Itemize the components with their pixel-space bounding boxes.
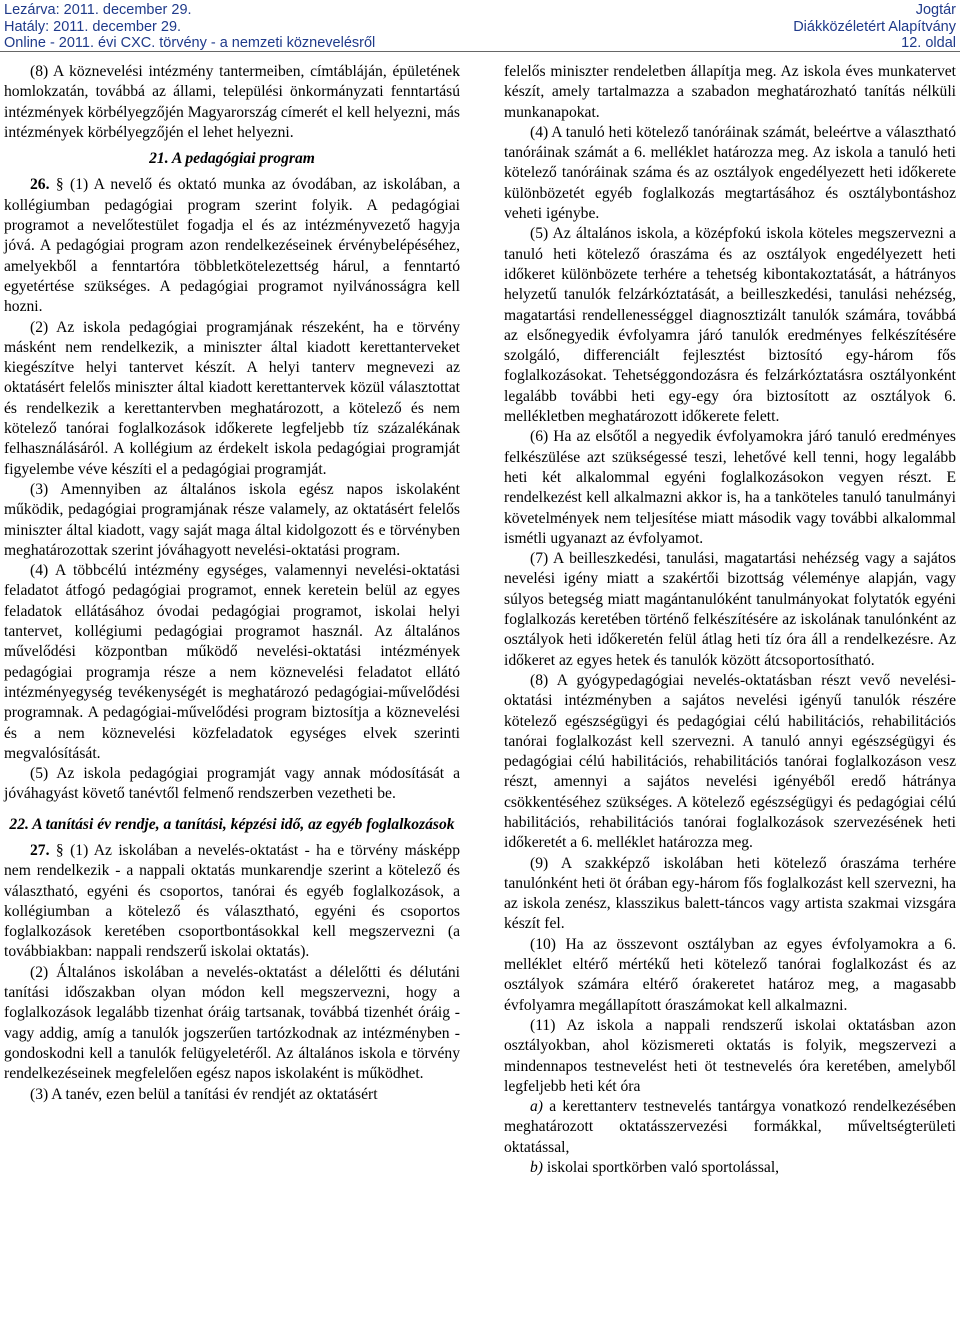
header-right xyxy=(793,2,956,52)
left-column xyxy=(4,62,460,1105)
section-27-p7: (7) A beilleszkedési, tanulási, magatartási nehézség vagy a sajátos nevelési igény miatt a szakértői bizottság véleménye alapján, vagy súlyos betegség miatt magántanulóként tanulmányokat folytatók egyéni foglalkozás keretében történő felkészítésére az iskolának tanulónként az osztályok heti időkeretén felül átlag heti tíz óra áll a rendelkezésre. Az időkeret az egyes hetek és tanulók között átcsoportosítható. xyxy=(504,550,956,669)
list-text-a: a kerettanterv testnevelés tantárgya vonatkozó rendelkezésében meghatározott oktatásszervezési formákkal, műveltségterületi oktatással, xyxy=(504,1098,956,1156)
header-divider xyxy=(0,51,960,52)
section-27-p9: (9) A szakképző iskolában heti kötelező óraszáma terhére tanulónként heti öt órában egy-három fős foglalkozást kell szervezni, ha az iskola zenész, klasszikus balett-táncos vagy artista szakmai vizsgára készít fel. xyxy=(504,854,956,933)
section-27-p3-continued: felelős miniszter rendeletben állapítja meg. Az iskola éves munkatervet készít, amely tartalmazza a szabadon meghatározható tanítás nélküli munkanapokat. xyxy=(504,63,956,121)
header-effective-date: Hatály: 2011. december 29. xyxy=(4,18,182,35)
section-27-p4: (4) A tanuló heti kötelező tanóráinak számát, beleértve a választható tanóráinak számát a 6. melléklet határozza meg. Az iskola a tanuló heti kötelező tanóráinak száma és az osztályok engedélyezett heti időkerete különbözetét egyéb foglalkozás megtartásához és osztálybontáshoz veheti igénybe. xyxy=(504,123,956,223)
section-sign: § xyxy=(55,841,64,859)
section-26-number: 26. xyxy=(30,176,50,194)
section-27-p3: (3) A tanév, ezen belül a tanítási év rendjét az oktatásért xyxy=(30,1085,378,1103)
section-27-p6: (6) Ha az elsőtől a negyedik évfolyamokra járó tanuló eredményes felkészülése azt szükségessé teszi, lehetővé kell tenni, hogy legalább heti két alkalommal egyéni foglalkozásokon vegyen részt. E rendelkezést kell alkalmazni akkor is, ha a tanköteles tanuló tanulmányi követelmények nem teljesítése miatt második vagy további alkalommal ismétli ugyanazt az évfolyamot. xyxy=(504,428,956,547)
section-27-p1 xyxy=(4,841,460,963)
section-sign: § xyxy=(55,176,64,194)
section-26-p4: (4) A többcélú intézmény egységes, valamennyi nevelési-oktatási feladatot átfogó pedagógiai programot, ennek keretein belül az egyes feladatok ellátásához óvodai pedagógiai programot, iskolai helyi tantervet, kollégiumi pedagógiai programot használ. Az általános művelődési központban működő nevelési-oktatási intézmények pedagógiai programja része a nem köznevelési feladatot ellátó intézményegység tevékenységét is meghatározó pedagógiai-művelődési programnak. A pedagógiai-művelődési program biztosítja a köznevelési és a nem köznevelési közfeladatok egységes elvek szerinti megvalósítását. xyxy=(4,562,460,762)
header-closed-date: Lezárva: 2011. december 29. xyxy=(4,2,192,18)
heading-21: 21. A pedagógiai program xyxy=(149,150,315,168)
section-27-number: 27. xyxy=(30,841,50,859)
header-organization: Diákközéletért Alapítvány xyxy=(793,18,956,35)
section-27-p1-text: (1) Az iskolában a nevelés-oktatást - ha e törvény másképp nem rendelkezik - a nappali oktatás munkarendje szerint a kötelező és választható, egyéni és csoportos, tanórai és egyéb foglalkozások, a kollégiumban a kötelező és választható, egyéni és csoportos foglalkozások keretében csoportbontásokkal kell megszervezni (a továbbiakban: nappali rendszerű iskolai oktatás). xyxy=(4,841,460,961)
section-27-p5: (5) Az általános iskola, a középfokú iskola köteles megszervezni a tanuló heti kötelező óraszáma és az osztályok engedélyezett heti időkeret különbözete terhére a tehetség kibontakoztatását, a hátrányos helyzetű tanulók felzárkóztatását, a beilleszkedési, tanulási nehézség, magatartási rendellenességgel diagnosztizált tanulók számára, továbbá az elsőnegyedik évfolyamra járó tanulók eredményes felkészítésére szolgáló, differenciált fejlesztést biztosító egy-három fős foglalkozásokat. Tehetséggondozásra és felzárkóztatásra osztályonként legalább további heti egy-egy óra biztosított az osztályok 6. mellékletben meghatározott időkerete felett. xyxy=(504,225,956,426)
section-27-p11: (11) Az iskola a nappali rendszerű iskolai oktatásban azon osztályokban, ahol közismereti oktatás is folyik, megszervezi a mindennapos testnevelést heti öt testnevelés óra keretében, amelyből legfeljebb heti két óra xyxy=(504,1016,956,1095)
list-item-b xyxy=(504,1158,956,1178)
list-label-a: a) xyxy=(530,1098,543,1116)
list-label-b: b) xyxy=(530,1159,543,1177)
section-26-p3: (3) Amennyiben az általános iskola egész napos iskolaként működik, pedagógiai programjának része valamely, az oktatásért felelős miniszter által kiadott, vagy saját maga által kidolgozott és e törvényben meghatározottak szerint jóváhagyott nevelési-oktatási program. xyxy=(4,480,460,559)
list-item-a xyxy=(504,1097,956,1158)
section-26-p2: (2) Az iskola pedagógiai programjának részeként, ha e törvény másként nem rendelkezik, a miniszter által kiadott kerettanterveket kiegészítve helyi tantervet készít. A helyi tanterv megnevezi az oktatásért felelős miniszter által kiadott kerettantervek közül választottat és rendelkezik a kerettantervben meghatározott, a kötelező és nem kötelező tanórai foglalkozások időkerete legfeljebb tíz százalékának felhasználásáról. A kollégium az érdekelt iskola pedagógiai programját figyelembe véve készíti el a pedagógiai programját. xyxy=(4,318,460,478)
section-26-p1 xyxy=(4,175,460,317)
header-document-title: Online - 2011. évi CXC. törvény - a nemzeti köznevelésről xyxy=(4,35,376,51)
header-page-number: 12. oldal xyxy=(901,35,956,51)
section-27-p8: (8) A gyógypedagógiai nevelés-oktatásban részt vevő nevelési-oktatási intézményben a sajátos nevelési igényű tanulók részére kötelező egészségügyi és pedagógiai célú habilitációs, rehabilitációs tanórai foglalkozást kell szervezni. A tanuló annyi egészségügyi és pedagógiai célú habilitációs, rehabilitációs tanórai foglalkozáson vesz részt, amennyi a sajátos nevelési igényéből eredő hátránya csökkentéséhez szükséges. A kötelező egészségügyi és pedagógiai célú habilitációs, rehabilitációs tanórai foglalkozások szervezésének heti időkeretét a 6. melléklet határozza meg. xyxy=(504,671,956,852)
header-publisher: Jogtár xyxy=(915,2,956,18)
section-27-p2: (2) Általános iskolában a nevelés-oktatást a délelőtti és délutáni tanítási időszakban olyan módon kell megszervezni, hogy a foglalkozások legalább tizenhat óráig tartsanak, továbbá tizenhét óráig - vagy addig, amíg a tanulók jogszerűen tartózkodnak az intézményben - gondoskodni kell a tanulók felügyeletéről. Az általános iskola e törvény rendelkezéseinek megfelelően egész napos iskolaként is működhet. xyxy=(4,963,460,1083)
page-header xyxy=(0,0,960,52)
section-26-p1-text: (1) A nevelő és oktató munka az óvodában, az iskolában, a kollégiumban pedagógiai program szerint folyik. A pedagógiai programot a nevelőtestület fogadja el és az intézményvezető hagyja jóvá. A pedagógiai program azon rendelkezéseinek érvénybelépéséhez, amelyekből a fenntartóra többletkötelezettség hárul, a fenntartó egyetértése szükséges. A pedagógiai programot nyilvánosságra kell hozni. xyxy=(4,176,460,316)
header-left xyxy=(4,2,375,52)
list-text-b: iskolai sportkörben való sportolással, xyxy=(546,1159,780,1177)
section-26-p5: (5) Az iskola pedagógiai programját vagy annak módosítását a jóváhagyást követő tanévtől felmenő rendszerben vezetheti be. xyxy=(4,765,460,803)
paragraph-8: (8) A köznevelési intézmény tantermeiben, címtábláján, épületének homlokzatán, továbbá az állami, települési önkormányzati fenntartású intézmények körbélyegzőjén Magyarország címerét el kell helyezni, más intézmények körbélyegzőjén el lehet helyezni. xyxy=(4,63,460,141)
section-27-p10: (10) Ha az összevont osztályban az egyes évfolyamokra a 6. melléklet eltérő mértékű heti kötelező tanórai foglalkozást és az osztályok számára eltérő órakeretet határoz meg, a magasabb évfolyamra megállapított óraszámokat kell alkalmazni. xyxy=(504,935,956,1014)
heading-22: 22. A tanítási év rendje, a tanítási, képzési idő, az egyéb foglalkozások xyxy=(9,815,455,833)
right-column xyxy=(504,62,956,1178)
